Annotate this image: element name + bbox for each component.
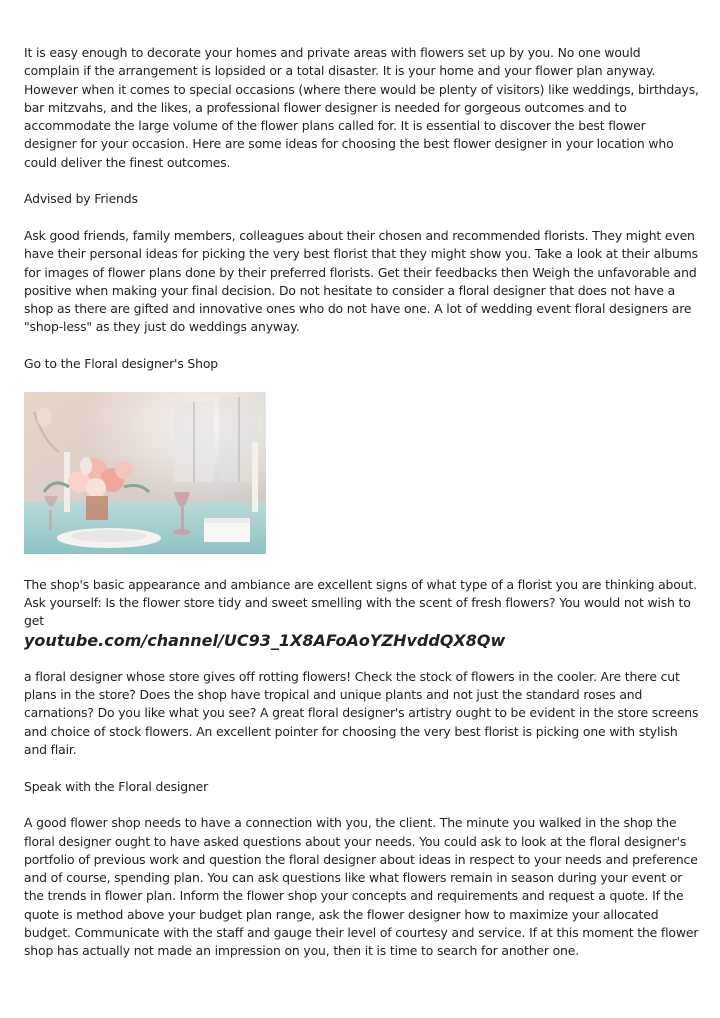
shop-paragraph: The shop's basic appearance and ambiance are excellent signs of what type of a florist you are thinking about. Ask yourself: Is the flower store tidy and sweet smelling with the scent of fresh flowers? You would not wish to get	[24, 576, 697, 629]
intro-paragraph: It is easy enough to decorate your homes and private areas with flowers set up by you. No one would complain if the arrangement is lopsided or a total disaster. It is your home and your flower plan anyway. However when it comes to special occasions (where there would be plenty of visitors) like weddings, birthdays, bar mitzvahs, and the likes, a professional flower designer is needed for gorgeous outcomes and to accommodate the large volume of the flower plans called for. It is essential to discover the best flower designer for your occasion. Here are some ideas for choosing the best flower designer in your location who could deliver the finest outcomes.	[24, 45, 699, 170]
heading-speak-with-designer: Speak with the Floral designer	[24, 778, 209, 794]
stock-paragraph: a floral designer whose store gives off rotting flowers! Check the stock of flowers in the cooler. Are there cut plans in the store? Does the shop have tropical and unique plants and not just the standard roses and carnations? Do you like what you see? A great floral designer's artistry ought to be evident in the store screens and choice of stock flowers. An excellent pointer for choosing the very best florist is picking one with stylish and flair.	[24, 668, 699, 758]
floral-table-photo	[24, 392, 266, 554]
speak-paragraph: A good flower shop needs to have a connection with you, the client. The minute you walked in the shop the floral designer ought to have asked questions about your needs. You could ask to look at the floral designer's portfolio of previous work and question the floral designer about ideas in respect to your needs and preference and of course, spending plan. You can ask questions like what flowers remain in season during your event or the trends in flower plan. Inform the flower shop your concepts and requirements and request a quote. If the quote is method above your budget plan range, ask the flower designer how to maximize your allocated budget. Communicate with the staff and gauge their level of courtesy and service. If at this moment the flower shop has actually not made an impression on you, then it is time to search for another one.	[24, 815, 699, 959]
friends-paragraph: Ask good friends, family members, colleagues about their chosen and recommended florists. They might even have their personal ideas for picking the very best florist that they might show you. Take a look at their albums for images of flower plans done by their preferred florists. Get their feedbacks then Weigh the unfavorable and positive when making your final decision. Do not hesitate to consider a floral designer that does not have a shop as there are gifted and innovative ones who do not have one. A lot of wedding event floral designers are "shop-less" as they just do weddings anyway.	[24, 227, 698, 335]
youtube-link[interactable]: youtube.com/channel/UC93_1X8AFoAoYZHvddQX8Qw	[24, 630, 506, 650]
heading-advised-by-friends: Advised by Friends	[24, 191, 138, 207]
article	[24, 44, 699, 961]
heading-go-to-shop: Go to the Floral designer's Shop	[24, 356, 218, 372]
